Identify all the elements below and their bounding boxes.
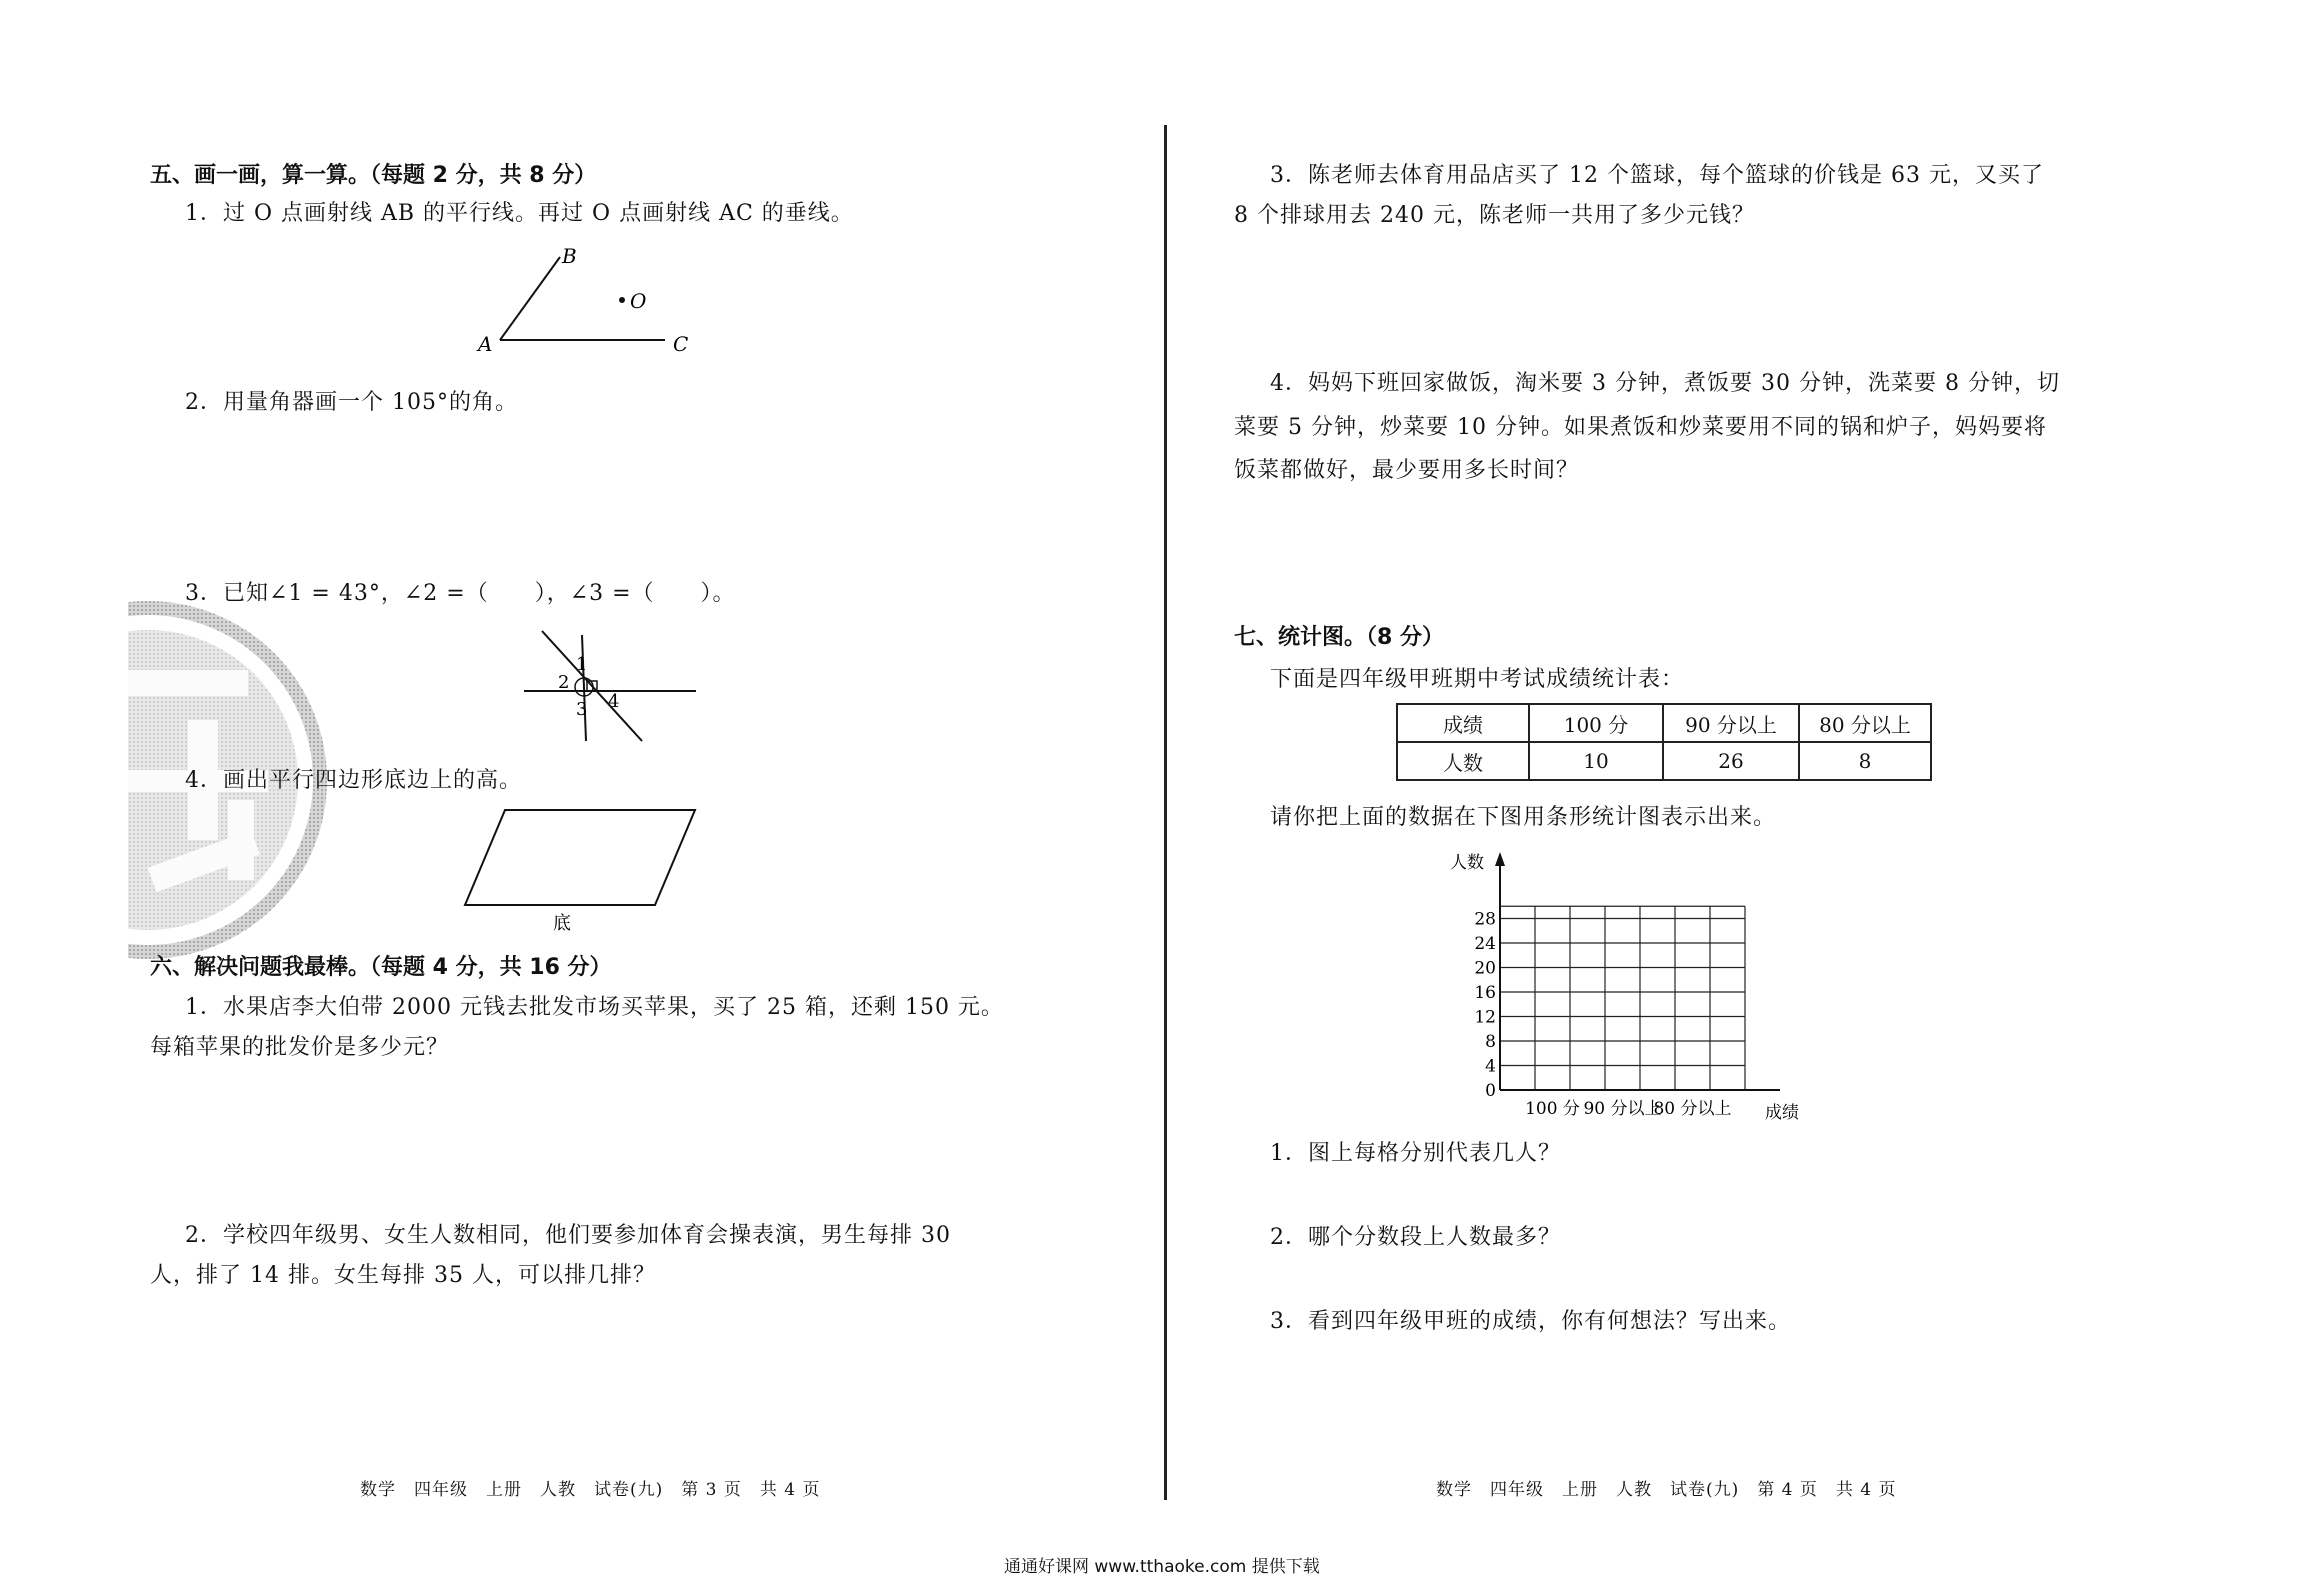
y-tick-label: 20 — [1474, 958, 1496, 979]
section-7-title: 七、统计图。（8 分） — [1234, 625, 1444, 650]
question-7-1: 1．图上每格分别代表几人？ — [1270, 1141, 1561, 1166]
y-tick-label: 16 — [1474, 983, 1496, 1003]
parallelogram-diagram — [455, 805, 705, 935]
ray-diagram — [470, 245, 700, 360]
angle-diagram — [520, 625, 700, 745]
angle-label-4: 4 — [608, 691, 620, 712]
angle-label-2: 2 — [558, 672, 570, 693]
download-credit: 通通好课网 www.tthaoke.com 提供下载 — [1004, 1557, 1320, 1577]
question-7-3: 3．看到四年级甲班的成绩，你有何想法？写出来。 — [1270, 1309, 1791, 1334]
table-row — [1397, 742, 1931, 780]
y-tick-label: 8 — [1485, 1032, 1496, 1052]
question-6-4-line3: 饭菜都做好，最少要用多长时间？ — [1234, 458, 1580, 483]
table-cell: 10 — [1529, 742, 1663, 780]
angle-label-1: 1 — [576, 654, 588, 675]
label-c: C — [673, 332, 689, 356]
x-category-label: 90 分以上 — [1583, 1099, 1662, 1119]
section-7-intro: 下面是四年级甲班期中考试成绩统计表： — [1270, 667, 1685, 692]
question-6-4-line2: 菜要 5 分钟，炒菜要 10 分钟。如果煮饭和炒菜要用不同的锅和炉子，妈妈要将 — [1234, 415, 2047, 440]
table-cell: 80 分以上 — [1799, 704, 1931, 742]
table-cell: 100 分 — [1529, 704, 1663, 742]
section-7-instruction: 请你把上面的数据在下图用条形统计图表示出来。 — [1270, 805, 1777, 830]
question-5-2: 2．用量角器画一个 105°的角。 — [185, 390, 518, 415]
section-5-title: 五、画一画，算一算。（每题 2 分，共 8 分） — [150, 163, 597, 188]
score-table — [1396, 703, 1932, 781]
section-6-title: 六、解决问题我最棒。（每题 4 分，共 16 分） — [150, 955, 612, 980]
y-tick-label: 28 — [1474, 909, 1496, 930]
y-tick-label: 24 — [1474, 934, 1496, 954]
question-6-1-line2: 每箱苹果的批发价是多少元？ — [150, 1035, 450, 1060]
question-6-3-line2: 8 个排球用去 240 元，陈老师一共用了多少元钱？ — [1234, 203, 1755, 228]
label-o: O — [630, 289, 647, 313]
table-cell: 人数 — [1397, 742, 1529, 780]
y-tick-label: 4 — [1485, 1056, 1496, 1077]
question-6-1-line1: 1．水果店李大伯带 2000 元钱去批发市场买苹果，买了 25 箱，还剩 150 元。 — [185, 995, 1004, 1020]
base-label: 底 — [553, 913, 571, 934]
question-6-4-line1: 4．妈妈下班回家做饭，淘米要 3 分钟，煮饭要 30 分钟，洗菜要 8 分钟，切 — [1270, 371, 2060, 396]
table-row — [1397, 704, 1931, 742]
question-6-2-line1: 2．学校四年级男、女生人数相同，他们要参加体育会操表演，男生每排 30 — [185, 1223, 951, 1248]
bar-chart-grid — [1430, 840, 1890, 1120]
table-cell: 90 分以上 — [1663, 704, 1799, 742]
y-tick-label: 12 — [1474, 1007, 1496, 1028]
question-5-4: 4．画出平行四边形底边上的高。 — [185, 768, 522, 793]
table-cell: 8 — [1799, 742, 1931, 780]
label-b: B — [562, 245, 577, 268]
footer-left: 数学 四年级 上册 人教 试卷(九) 第 3 页 共 4 页 — [360, 1480, 821, 1500]
question-5-3: 3．已知∠1 = 43°，∠2 =（ ），∠3 =（ ）。 — [185, 581, 736, 606]
footer-right: 数学 四年级 上册 人教 试卷(九) 第 4 页 共 4 页 — [1436, 1480, 1897, 1500]
question-7-2: 2．哪个分数段上人数最多？ — [1270, 1225, 1561, 1250]
angle-label-3: 3 — [576, 699, 588, 720]
question-6-3-line1: 3．陈老师去体育用品店买了 12 个篮球，每个篮球的价钱是 63 元，又买了 — [1270, 163, 2044, 188]
x-axis-label: 成绩 — [1765, 1103, 1799, 1120]
y-tick-label: 0 — [1485, 1081, 1496, 1101]
y-axis-label: 人数 — [1450, 853, 1484, 873]
table-cell: 成绩 — [1397, 704, 1529, 742]
table-cell: 26 — [1663, 742, 1799, 780]
y-axis-arrow — [1495, 852, 1505, 866]
x-category-label: 80 分以上 — [1653, 1099, 1732, 1119]
label-a: A — [478, 332, 493, 356]
x-category-label: 100 分 — [1525, 1099, 1580, 1119]
question-6-2-line2: 人，排了 14 排。女生每排 35 人，可以排几排？ — [150, 1263, 656, 1288]
page-divider — [1164, 125, 1167, 1500]
question-5-1: 1．过 O 点画射线 AB 的平行线。再过 O 点画射线 AC 的垂线。 — [185, 201, 854, 226]
